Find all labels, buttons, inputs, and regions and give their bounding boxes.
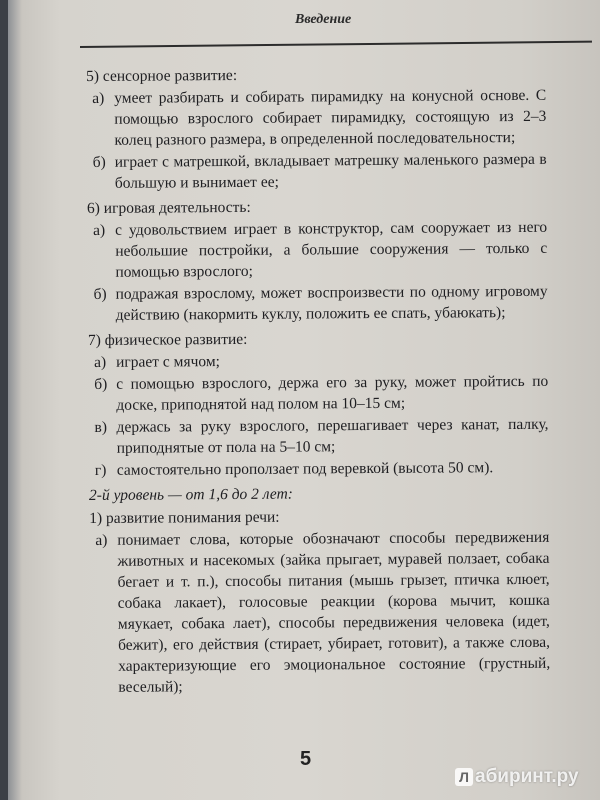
section-play — [87, 195, 548, 326]
item-text: умеет разбирать и собирать пирамидку на конусной основе. С помощью взрослого собирает пирамидку, состоящую из 2–3 колец разного размера, в определенной последовательности; — [114, 86, 547, 149]
item-text: с удовольствием играет в конструктор, сам сооружает из него небольшие постройки, а большие сооружения — только с помощью взрослого; — [115, 218, 548, 281]
list-item — [89, 527, 550, 698]
running-header — [60, 4, 600, 40]
section-title: 6) игровая деятельность: — [86, 198, 251, 217]
watermark-badge: Л — [455, 768, 473, 786]
list-item — [86, 85, 546, 151]
page-number: 5 — [300, 748, 312, 770]
item-text: держась за руку взрослого, перешагивает через канат, палку, приподнятые от пола на 5–10 см; — [116, 415, 549, 457]
section-title: 7) физическое развитие: — [87, 330, 248, 349]
item-text: с помощью взрослого, держа его за руку, может пройтись по доске, приподнятой над полом на 10–15 см; — [116, 372, 549, 414]
item-text: играет с мячом; — [116, 353, 221, 371]
item-marker: в) — [94, 418, 108, 436]
item-text: понимает слова, которые обозначают способы передвижения животных и насекомых (зайка прыгает, муравей ползает, собака бегает и т. п.), способы питания (мышь грызет, птичка клюет, собака лакает), голосовые реакции (корова мычит, кошка мяукает, собака лает), способы передвижения человека (идет, бежит), его действия (стирает, убирает, готовит), а также слова, характеризующие его эмоциональное состояние (грустный, веселый); — [117, 528, 551, 696]
item-marker: а) — [94, 353, 107, 371]
item-text: играет с матрешкой, вкладывает матрешку маленького размера в большую и вынимает ее; — [114, 150, 547, 192]
section-speech — [89, 505, 550, 698]
list-item — [88, 281, 548, 326]
item-marker: б) — [93, 285, 107, 303]
header-rule — [80, 41, 592, 48]
list-item — [88, 371, 548, 416]
item-marker: б) — [94, 375, 108, 393]
section-title: 5) сенсорное развитие: — [86, 66, 238, 85]
list-item — [87, 217, 547, 283]
list-item — [87, 149, 547, 194]
item-marker: г) — [94, 461, 107, 479]
page-body — [86, 63, 550, 702]
item-marker: а) — [92, 89, 105, 107]
section-title: 1) развитие понимания речи: — [89, 508, 280, 527]
header-title: Введение — [295, 12, 352, 27]
list-item — [89, 457, 549, 481]
item-marker: б) — [92, 153, 106, 171]
watermark — [455, 766, 579, 788]
section-sensory — [86, 63, 547, 194]
watermark-text: абиринт.ру — [475, 766, 579, 787]
item-text: подражая взрослому, может воспроизвести по одному игровому действию (накормить куклу, положить ее спать, убаюкать); — [115, 282, 548, 324]
level-heading: 2-й уровень — от 1,6 до 2 лет: — [88, 485, 293, 504]
section-physical — [88, 327, 549, 481]
item-marker: а) — [95, 531, 108, 549]
book-spine-shadow — [0, 0, 8, 800]
item-text: самостоятельно проползает под веревкой (высота 50 см). — [116, 459, 494, 479]
list-item — [88, 349, 548, 373]
list-item — [88, 414, 548, 459]
item-marker: а) — [93, 221, 106, 239]
